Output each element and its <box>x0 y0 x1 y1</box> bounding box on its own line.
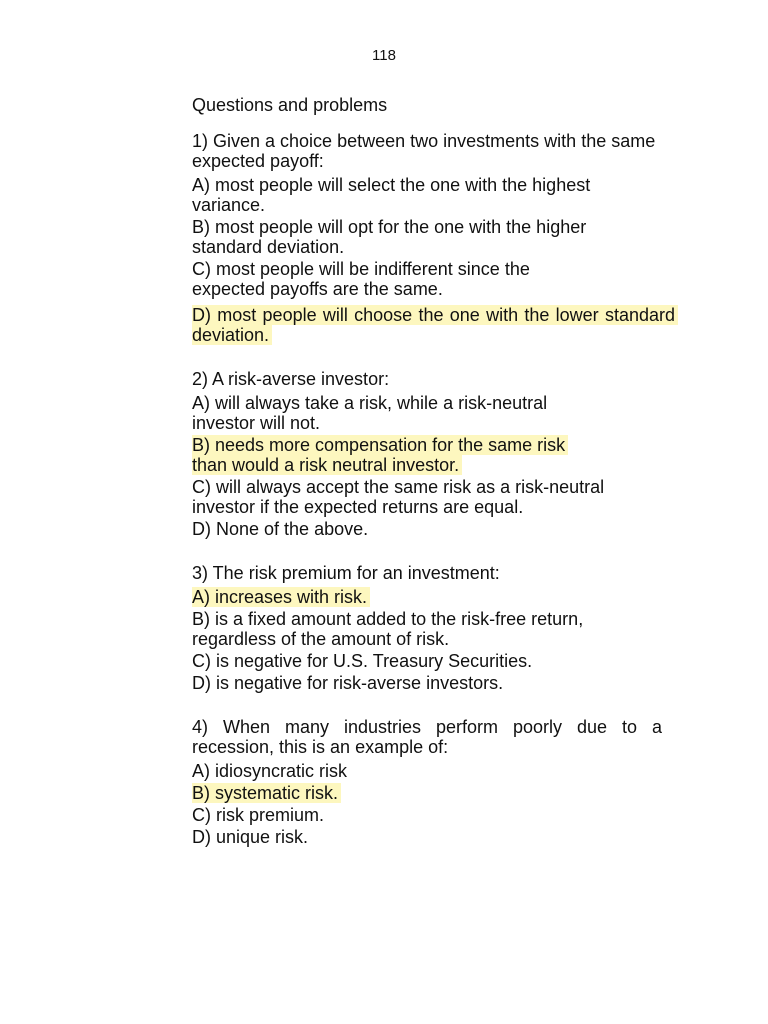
answer-option-d <box>192 827 662 847</box>
answer-option-b <box>192 217 602 257</box>
highlighted-answer: B) needs more compensation for the same risk than would a risk neutral investor. <box>192 435 568 475</box>
answer-option-c <box>192 477 612 517</box>
question-4 <box>192 717 662 847</box>
option-text: D) is negative for risk-averse investors. <box>192 673 504 693</box>
answer-option-b <box>192 783 662 803</box>
option-text: C) is negative for U.S. Treasury Securities. <box>192 651 533 671</box>
option-text: C) risk premium. <box>192 805 325 825</box>
question-1 <box>192 131 678 345</box>
spacer <box>192 347 662 369</box>
answer-option-b <box>192 435 602 475</box>
highlighted-answer: A) increases with risk. <box>192 587 370 607</box>
option-text: B) most people will opt for the one with the higher standard deviation. <box>192 217 587 257</box>
option-text: B) is a fixed amount added to the risk-free return, regardless of the amount of risk. <box>192 609 584 649</box>
answer-option-a <box>192 175 592 215</box>
question-2 <box>192 369 662 539</box>
spacer <box>192 695 662 717</box>
question-text: 2) A risk-averse investor: <box>192 369 390 389</box>
answer-option-a <box>192 761 662 781</box>
highlighted-answer: B) systematic risk. <box>192 783 341 803</box>
option-text: A) will always take a risk, while a risk-neutral investor will not. <box>192 393 548 433</box>
answer-option-a <box>192 393 612 433</box>
page-number: 118 <box>372 47 396 64</box>
option-text: A) most people will select the one with the highest variance. <box>192 175 591 215</box>
question-text: 1) Given a choice between two investments with the same expected payoff: <box>192 131 656 171</box>
answer-option-c <box>192 259 602 299</box>
answer-option-c <box>192 651 662 671</box>
answer-option-b <box>192 609 592 649</box>
highlighted-answer: D) most people will choose the one with the lower standard deviation. <box>192 305 678 345</box>
answer-option-d <box>192 519 662 539</box>
answer-option-d <box>192 673 662 693</box>
option-text: D) None of the above. <box>192 519 369 539</box>
question-text: 4) When many industries perform poorly due to a recession, this is an example of: <box>192 717 662 757</box>
option-text: A) idiosyncratic risk <box>192 761 348 781</box>
question-text: 3) The risk premium for an investment: <box>192 563 500 583</box>
question-3 <box>192 563 662 693</box>
section-heading: Questions and problems <box>192 95 388 115</box>
answer-option-c <box>192 805 662 825</box>
option-text: C) most people will be indifferent since the expected payoffs are the same. <box>192 259 530 299</box>
option-text: D) unique risk. <box>192 827 309 847</box>
answer-option-d <box>192 305 678 345</box>
option-text: C) will always accept the same risk as a risk-neutral investor if the expected returns are equal. <box>192 477 605 517</box>
spacer <box>192 541 662 563</box>
document-body <box>192 95 675 849</box>
answer-option-a <box>192 587 662 607</box>
